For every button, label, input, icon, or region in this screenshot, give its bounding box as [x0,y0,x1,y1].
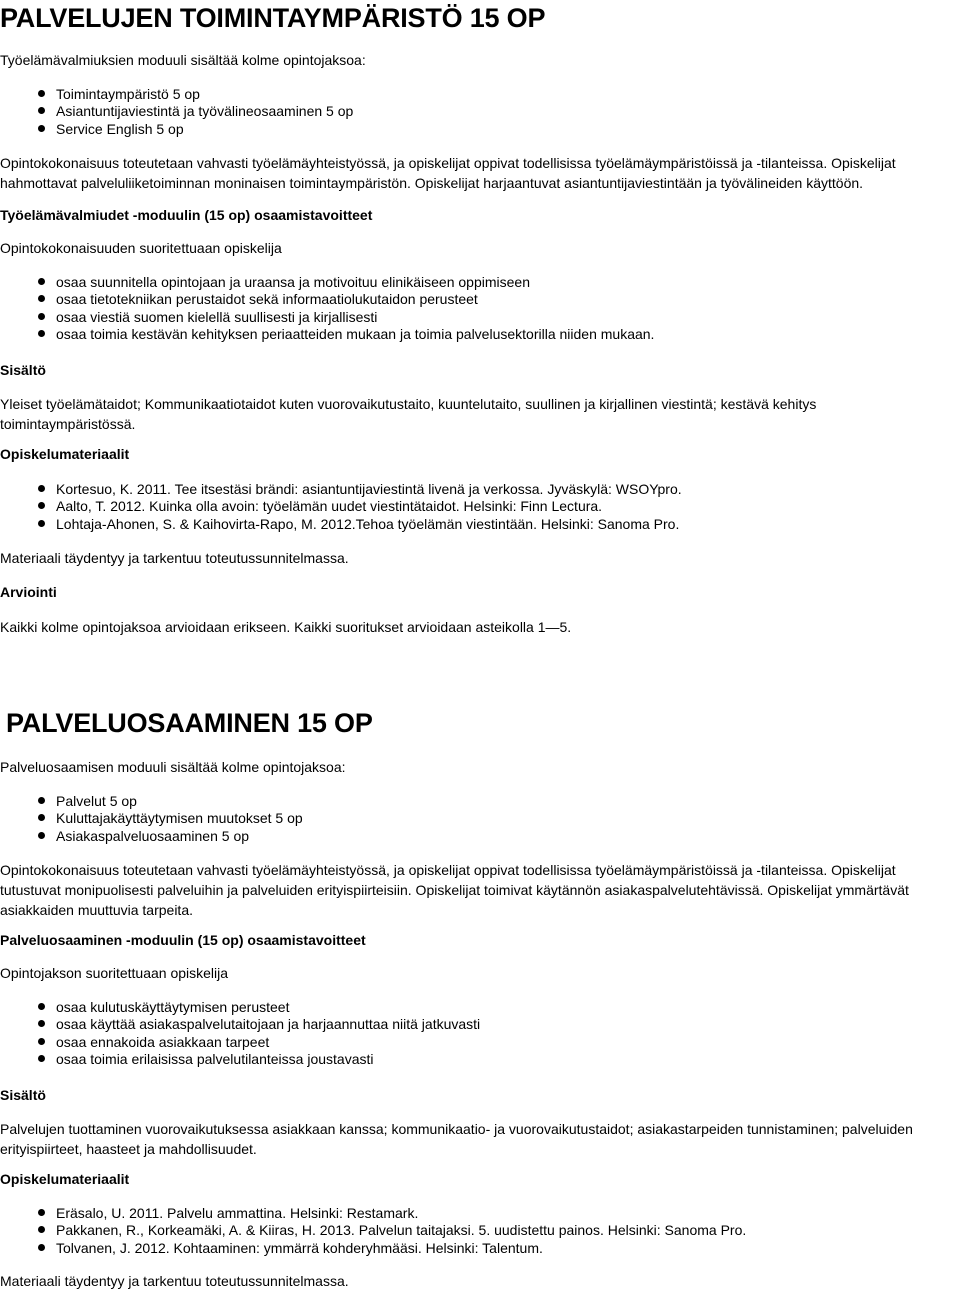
bullet-icon [38,797,45,804]
section2-goals-heading: Palveluosaaminen -moduulin (15 op) osaamistavoitteet [0,932,366,948]
bullet-icon [38,1209,45,1216]
list-item: osaa toimia erilaisissa palvelutilanteissa joustavasti [38,1051,480,1068]
section1-goals-heading: Työelämävalmiudet -moduulin (15 op) osaamistavoitteet [0,207,373,223]
section1-assessment-heading: Arviointi [0,584,57,600]
section1-goals-intro: Opintokokonaisuuden suoritettuaan opiskelija [0,240,282,256]
section2-description: Opintokokonaisuus toteutetaan vahvasti työelämäyhteistyössä, ja opiskelijat oppivat todellisissa työelämäympäristöissä ja -tilanteissa. Opiskelijat tutustuvat monipuolisesti palveluihin ja palveluiden erityispiirteisiin. Opiskelijat toimivat käytännön asiakaspalvelutehtävissä. Opiskelijat ymmärtävät asiakkaiden muuttuvia tarpeita. [0,862,909,918]
list-item: Pakkanen, R., Korkeamäki, A. & Kiiras, H. 2013. Palvelun taitajaksi. 5. uudistettu painos. Helsinki: Sanoma Pro. [38,1222,746,1239]
bullet-icon [38,485,45,492]
list-item: Kortesuo, K. 2011. Tee itsestäsi brändi: asiantuntijaviestintä livenä ja verkossa. Jyväskylä: WSOYpro. [38,481,682,498]
list-item: osaa toimia kestävän kehityksen periaatteiden mukaan ja toimia palvelusektorilla niiden mukaan. [38,326,654,343]
section1-content-heading: Sisältö [0,362,46,378]
section2-course-list [38,793,303,845]
bullet-icon [38,278,45,285]
section2-content: Palvelujen tuottaminen vuorovaikutuksessa asiakkaan kanssa; kommunikaatio- ja vuorovaikutustaidot; asiakastarpeiden tunnistaminen; palveluiden erityispiirteet, haasteet ja mahdollisuudet. [0,1121,913,1157]
section1-content: Yleiset työelämätaidot; Kommunikaatiotaidot kuten vuorovaikutustaito, kuuntelutaito, suullinen ja kirjallinen viestintä; kestävä kehitys toimintaympäristössä. [0,396,817,432]
section1-title: PALVELUJEN TOIMINTAYMPÄRISTÖ 15 OP [0,3,546,33]
list-item: osaa ennakoida asiakkaan tarpeet [38,1034,480,1051]
bullet-icon [38,330,45,337]
section1-materials-heading: Opiskelumateriaalit [0,446,130,462]
bullet-icon [38,832,45,839]
list-item: osaa käyttää asiakaspalvelutaitojaan ja harjaannuttaa niitä jatkuvasti [38,1016,480,1033]
list-item: osaa tietotekniikan perustaidot sekä informaatiolukutaidon perusteet [38,291,654,308]
section2-intro: Palveluosaamisen moduuli sisältää kolme opintojaksoa: [0,759,346,775]
list-item: Asiantuntijaviestintä ja työvälineosaaminen 5 op [38,103,353,120]
section1-materials-note: Materiaali täydentyy ja tarkentuu toteutussunnitelmassa. [0,550,349,566]
bullet-icon [38,1226,45,1233]
list-item: Eräsalo, U. 2011. Palvelu ammattina. Helsinki: Restamark. [38,1205,746,1222]
bullet-icon [38,1038,45,1045]
list-item: Lohtaja-Ahonen, S. & Kaihovirta-Rapo, M. 2012.Tehoa työelämän viestintään. Helsinki: Sanoma Pro. [38,516,682,533]
bullet-icon [38,90,45,97]
list-item: osaa kulutuskäyttäytymisen perusteet [38,999,480,1016]
bullet-icon [38,107,45,114]
section2-content-heading: Sisältö [0,1087,46,1103]
section2-goals-list [38,999,480,1068]
list-item: Palvelut 5 op [38,793,303,810]
section2-materials-note: Materiaali täydentyy ja tarkentuu toteutussunnitelmassa. [0,1273,349,1289]
bullet-icon [38,1003,45,1010]
list-item: Aalto, T. 2012. Kuinka olla avoin: työelämän uudet viestintätaidot. Helsinki: Finn Lectura. [38,498,682,515]
list-item: Kuluttajakäyttäytymisen muutokset 5 op [38,810,303,827]
list-item: Service English 5 op [38,121,353,138]
bullet-icon [38,520,45,527]
list-item: Asiakaspalveluosaaminen 5 op [38,828,303,845]
section2-title: PALVELUOSAAMINEN 15 OP [6,708,373,738]
list-item: Tolvanen, J. 2012. Kohtaaminen: ymmärrä kohderyhmääsi. Helsinki: Talentum. [38,1240,746,1257]
section1-intro: Työelämävalmiuksien moduuli sisältää kolme opintojaksoa: [0,52,366,68]
bullet-icon [38,125,45,132]
bullet-icon [38,295,45,302]
bullet-icon [38,502,45,509]
section2-materials-list [38,1205,746,1257]
list-item: osaa suunnitella opintojaan ja uraansa ja motivoituu elinikäiseen oppimiseen [38,274,654,291]
list-item: Toimintaympäristö 5 op [38,86,353,103]
section1-course-list [38,86,353,138]
section2-materials-heading: Opiskelumateriaalit [0,1171,130,1187]
bullet-icon [38,1020,45,1027]
bullet-icon [38,1055,45,1062]
section1-materials-list [38,481,682,533]
bullet-icon [38,814,45,821]
list-item: osaa viestiä suomen kielellä suullisesti ja kirjallisesti [38,309,654,326]
section1-description: Opintokokonaisuus toteutetaan vahvasti työelämäyhteistyössä, ja opiskelijat oppivat todellisissa työelämäympäristöissä ja -tilanteissa. Opiskelijat hahmottavat palveluliiketoiminnan moninaisen toimintaympäristön. Opiskelijat harjaantuvat asiantuntijaviestintään ja työvälineiden käyttöön. [0,155,896,191]
bullet-icon [38,313,45,320]
section2-goals-intro: Opintojakson suoritettuaan opiskelija [0,965,229,981]
section1-goals-list [38,274,654,343]
section1-assessment: Kaikki kolme opintojaksoa arvioidaan erikseen. Kaikki suoritukset arvioidaan asteikolla 1—5. [0,619,572,635]
bullet-icon [38,1244,45,1251]
